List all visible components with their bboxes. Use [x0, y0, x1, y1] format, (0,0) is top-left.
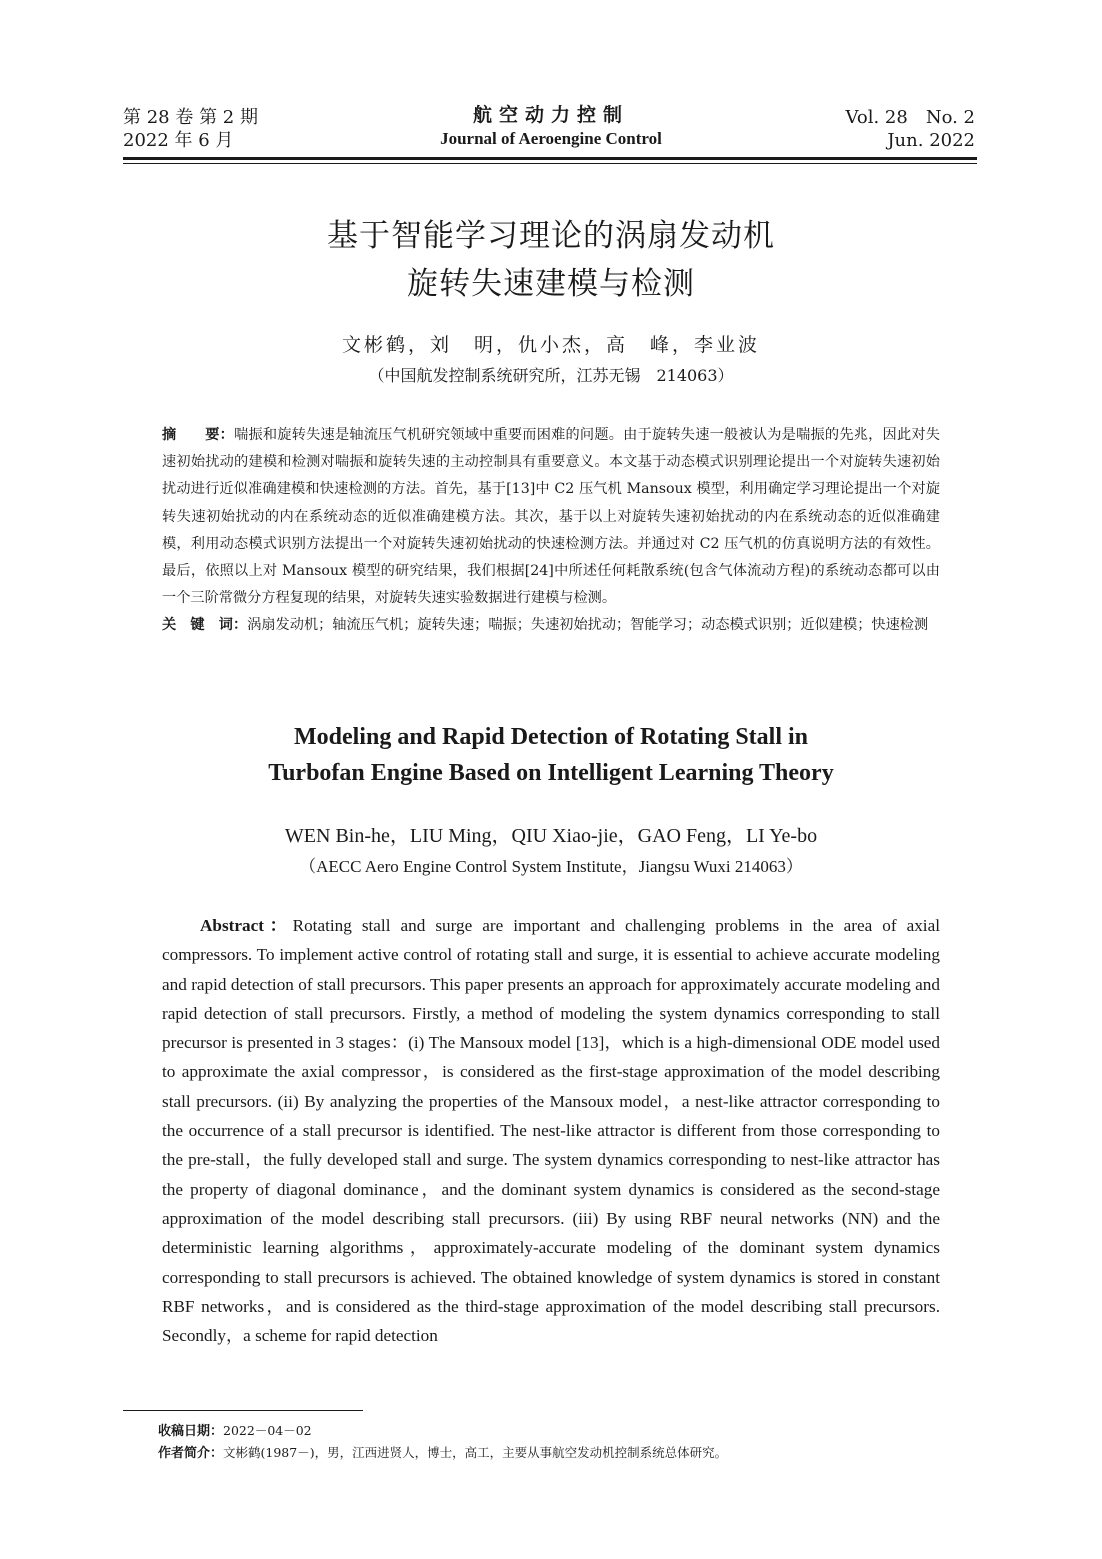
received-label: 收稿日期： — [158, 1424, 224, 1439]
volume-issue: 第 28 卷 第 2 期 — [123, 107, 258, 128]
authors-cn: 文彬鹤，刘 明，仇小杰，高 峰，李业波 — [341, 334, 760, 356]
issue-info-en — [846, 106, 975, 152]
abstract-en — [162, 911, 940, 1350]
author-bio: 文彬鹤(1987－)，男，江西进贤人，博士，高工，主要从事航空发动机控制系统总体研究。 — [223, 1445, 728, 1460]
footnote-author — [158, 1443, 958, 1464]
issue-date-en: Jun. 2022 — [887, 130, 975, 151]
paper-title-en — [0, 719, 1102, 791]
paper-title-cn-line2: 旋转失速建模与检测 — [407, 266, 695, 302]
paper-title-cn-line1: 基于智能学习理论的涡扇发动机 — [327, 218, 775, 254]
paper-title-en-line1: Modeling and Rapid Detection of Rotating Stall in — [293, 724, 809, 750]
affiliation-cn: （中国航发控制系统研究所，江苏无锡 214063） — [368, 366, 734, 385]
abstract-cn — [162, 422, 940, 640]
abstract-cn-paragraph — [162, 422, 940, 612]
abstract-en-paragraph — [162, 911, 940, 1350]
journal-name-en: Journal of Aeroengine Control — [440, 129, 662, 148]
paper-title-en-line2: Turbofan Engine Based on Intelligent Learning Theory — [268, 760, 834, 786]
abstract-cn-text: 喘振和旋转失速是轴流压气机研究领域中重要而困难的问题。由于旋转失速一般被认为是喘振的先兆，因此对失速初始扰动的建模和检测对喘振和旋转失速的主动控制具有重要意义。本文基于动态模式识别理论提出一个对旋转失速初始扰动进行近似准确建模和快速检测的方法。首先，基于[13]中 C2 压气机 Mansoux 模型，利用确定学习理论提出一个对旋转失速初始扰动的内在系统动态的近似准确建模方法。其次，基于以上对旋转失速初始扰动的内在系统动态的近似准确建模，利用动态模式识别方法提出一个对旋转失速初始扰动的快速检测方法。并通过对 C2 压气机的仿真说明方法的有效性。最后，依照以上对 Mansoux 模型的研究结果，我们根据[24]中所述任何耗散系统(包含气体流动方程)的系统动态都可以由一个三阶常微分方程复现的结果，对旋转失速实验数据进行建模与检测。 — [162, 427, 940, 607]
paper-title-cn — [0, 212, 1102, 308]
abstract-en-text: Rotating stall and surge are important and challenging problems in the area of axial compressors. To implement active control of rotating stall and surge, it is essential to achieve accurate modeling and rapid detection of stall precursors. This paper presents an approach for approximately accurate modeling and rapid detection of stall precursors. Firstly, a method of modeling the system dynamics corresponding to stall precursor is presented in 3 stages：(i) The Mansoux model [13]，which is a high-dimensional ODE model used to approximate the axial compressor，is considered as the first-stage approximation of the model describing stall precursors. (ii) By analyzing the properties of the Mansoux model，a nest-like attractor corresponding to the occurrence of a stall precursor is identified. The nest-like attractor is different from those corresponding to the pre-stall，the fully developed stall and surge. The system dynamics corresponding to nest-like attractor has the property of diagonal dominance，and the dominant system dynamics is considered as the second-stage approximation of the model describing stall precursors. (iii) By using RBF neural networks (NN) and the deterministic learning algorithms，approximately-accurate modeling of the dominant system dynamics corresponding to stall precursors is achieved. The obtained knowledge of system dynamics is stored in constant RBF networks，and is considered as the third-stage approximation of the model describing stall precursors. Secondly，a scheme for rapid detection — [162, 916, 940, 1346]
journal-name-cn: 航空动力控制 — [472, 104, 629, 126]
abstract-cn-label: 摘 要： — [162, 427, 235, 443]
volume-issue-en: Vol. 28 No. 2 — [845, 107, 975, 128]
keywords-cn-text: 涡扇发动机；轴流压气机；旋转失速；喘振；失速初始扰动；智能学习；动态模式识别；近似建模；快速检测 — [247, 617, 929, 634]
keywords-cn — [162, 612, 940, 639]
header-rule-thick — [123, 157, 977, 160]
keywords-cn-label: 关 键 词： — [162, 617, 248, 634]
received-date: 2022－04－02 — [223, 1423, 312, 1438]
header-rule-thin — [123, 163, 977, 164]
abstract-en-label: Abstract： — [200, 916, 293, 935]
affiliation-en: （AECC Aero Engine Control System Institute，Jiangsu Wuxi 214063） — [299, 857, 803, 876]
footnote-rule — [123, 1410, 363, 1411]
footnote-received — [158, 1421, 958, 1442]
issue-date: 2022 年 6 月 — [123, 130, 234, 151]
author-bio-label: 作者简介： — [158, 1446, 224, 1461]
authors-en: WEN Bin-he，LIU Ming，QIU Xiao-jie，GAO Feng，LI Ye-bo — [284, 825, 818, 847]
